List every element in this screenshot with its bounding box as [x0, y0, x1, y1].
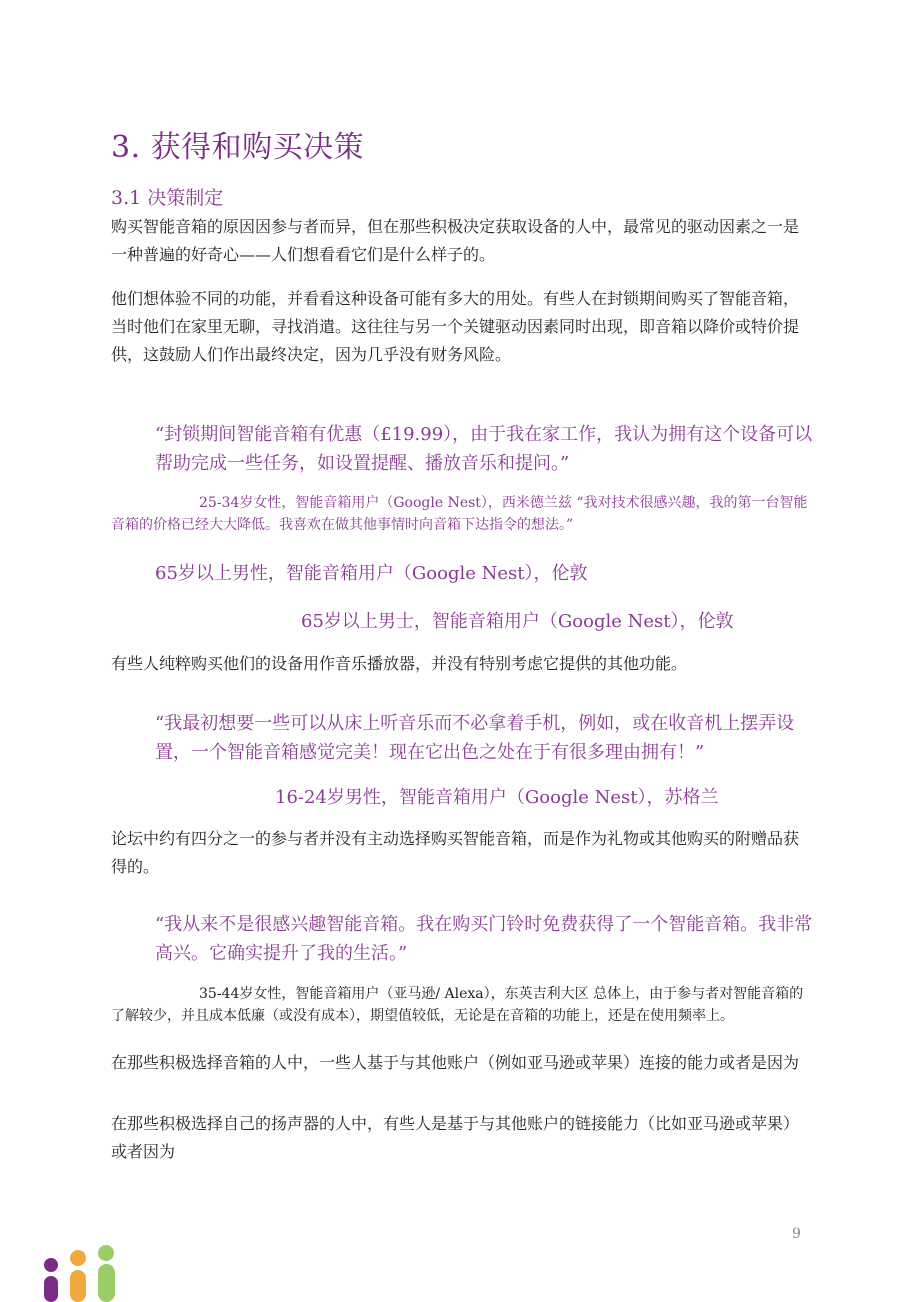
- logo-bar-orange: [70, 1270, 86, 1302]
- section-heading: 3. 获得和购买决策: [111, 130, 365, 165]
- logo-bar-purple: [44, 1276, 58, 1302]
- logo-dot-green: [98, 1245, 114, 1261]
- quote-attribution-1: 65岁以上男性，智能音箱用户（Google Nest），伦敦: [155, 563, 588, 584]
- quote-2: “我最初想要一些可以从床上听音乐而不必拿着手机，例如，或在收音机上摆弄设置，一个智能音箱感觉完美！现在它出色之处在于有很多理由拥有！”: [155, 713, 795, 763]
- paragraph-1: 购买智能音箱的原因因参与者而异，但在那些积极决定获取设备的人中，最常见的驱动因素之一是一种普遍的好奇心——人们想看看它们是什么样子的。: [111, 217, 800, 264]
- logo-bar-green: [98, 1264, 115, 1302]
- paragraph-4: 论坛中约有四分之一的参与者并没有主动选择购买智能音箱，而是作为礼物或其他购买的附赠品获得的。: [111, 829, 800, 876]
- quote-attribution-2: 65岁以上男士，智能音箱用户（Google Nest），伦敦: [301, 611, 734, 632]
- logo-dot-purple: [44, 1258, 58, 1272]
- subsection-heading: 3.1 决策制定: [111, 187, 224, 209]
- logo-dot-orange: [70, 1250, 86, 1266]
- brand-logo-icon: [42, 1244, 122, 1302]
- quote-attribution-small-1: 25-34岁女性，智能音箱用户（Google Nest），西米德兰兹 “我对技术很感兴趣，我的第一台智能音箱的价格已经大大降低。我喜欢在做其他事情时向音箱下达指令的想法。”: [111, 495, 808, 533]
- page-number: 9: [792, 1226, 801, 1242]
- quote-attribution-3: 16-24岁男性，智能音箱用户（Google Nest），苏格兰: [275, 787, 719, 808]
- quote-1: “封锁期间智能音箱有优惠（£19.99），由于我在家工作，我认为拥有这个设备可以帮助完成一些任务，如设置提醒、播放音乐和提问。”: [155, 424, 813, 474]
- paragraph-6: 在那些积极选择自己的扬声器的人中，有些人是基于与其他账户的链接能力（比如亚马逊或苹果）或者因为: [111, 1114, 800, 1161]
- paragraph-2: 他们想体验不同的功能，并看看这种设备可能有多大的用处。有些人在封锁期间购买了智能音箱，当时他们在家里无聊，寻找消遣。这往往与另一个关键驱动因素同时出现，即音箱以降价或特价提供，这鼓励人们作出最终决定，因为几乎没有财务风险。: [111, 289, 800, 364]
- quote-3: “我从来不是很感兴趣智能音箱。我在购买门铃时免费获得了一个智能音箱。我非常高兴。它确实提升了我的生活。”: [155, 914, 813, 964]
- quote-attribution-small-2: 35-44岁女性，智能音箱用户（亚马逊/ Alexa），东英吉利大区 总体上，由于参与者对智能音箱的了解较少，并且成本低廉（或没有成本），期望值较低，无论是在音箱的功能上，还是在使用频率上。: [111, 986, 804, 1024]
- paragraph-5: 在那些积极选择音箱的人中，一些人基于与其他账户（例如亚马逊或苹果）连接的能力或者是因为: [111, 1053, 800, 1072]
- paragraph-3: 有些人纯粹购买他们的设备用作音乐播放器，并没有特别考虑它提供的其他功能。: [111, 654, 688, 673]
